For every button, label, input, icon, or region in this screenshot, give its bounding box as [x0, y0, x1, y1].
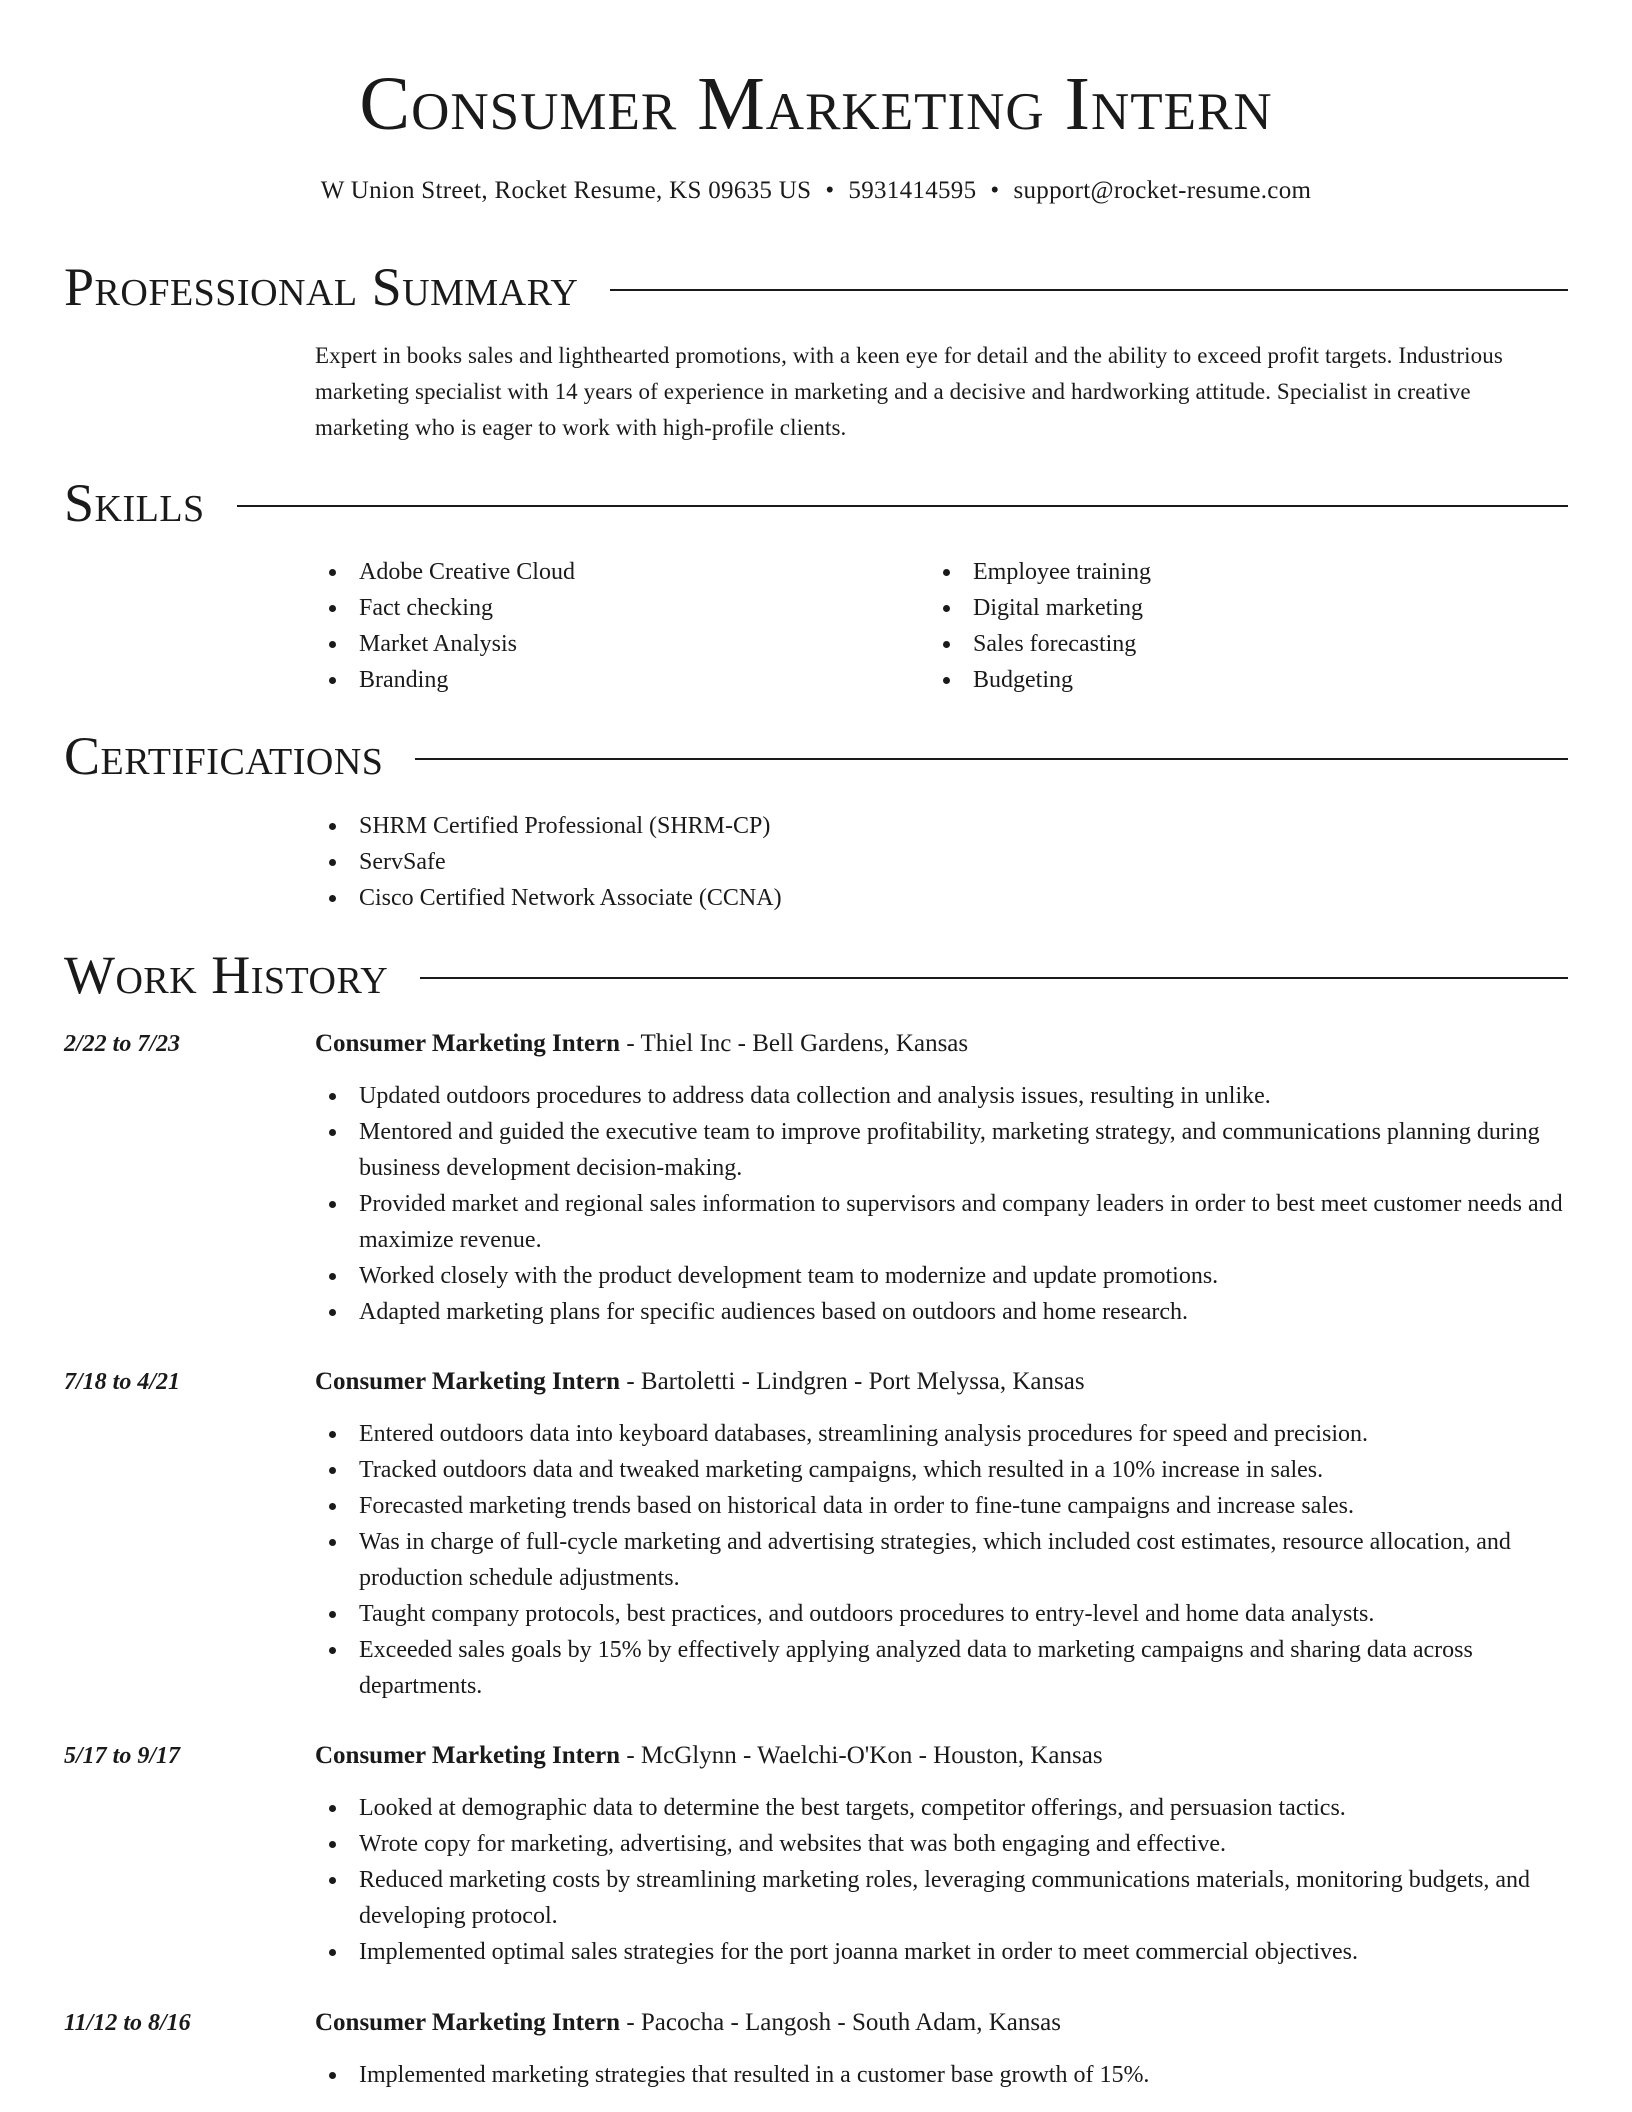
skills-list-left — [315, 554, 575, 698]
job-dates: 7/18 to 4/21 — [64, 1369, 181, 1395]
section-header-work-history — [64, 943, 1568, 1007]
skill-item: Employee training — [929, 554, 1151, 590]
section-divider — [237, 505, 1568, 507]
job-role: Consumer Marketing Intern — [315, 1030, 621, 1057]
contact-line — [0, 174, 1632, 208]
contact-address: W Union Street, Rocket Resume, KS 09635 US — [320, 177, 812, 204]
duty-item: Looked at demographic data to determine the best targets, competitor offerings, and persuasion tactics. — [315, 1790, 1575, 1826]
duty-item: Provided market and regional sales information to supervisors and company leaders in order to best meet customer needs and maximize revenue. — [315, 1186, 1575, 1258]
duty-item: Taught company protocols, best practices, and outdoors procedures to entry-level and home data analysts. — [315, 1596, 1575, 1632]
contact-phone: 5931414595 — [848, 177, 977, 204]
duty-item: Was in charge of full-cycle marketing and advertising strategies, which included cost estimates, resource allocation, and production schedule adjustments. — [315, 1524, 1575, 1596]
section-header-skills — [64, 471, 1568, 535]
job-company: - Thiel Inc - Bell Gardens, Kansas — [626, 1030, 969, 1057]
duty-item: Exceeded sales goals by 15% by effectively applying analyzed data to marketing campaigns and sharing data across departments. — [315, 1632, 1575, 1704]
contact-email[interactable]: support@rocket-resume.com — [1013, 177, 1312, 204]
section-divider — [415, 758, 1568, 760]
skill-item: Fact checking — [315, 590, 575, 626]
section-header-summary — [64, 255, 1568, 319]
contact-separator: • — [990, 177, 1000, 204]
section-divider — [420, 977, 1568, 979]
section-title: Work History — [64, 945, 389, 1005]
job-dates: 2/22 to 7/23 — [64, 1031, 181, 1057]
skill-item: Sales forecasting — [929, 626, 1151, 662]
certification-item: Cisco Certified Network Associate (CCNA) — [315, 880, 782, 916]
job-duties — [315, 2057, 1575, 2093]
job-title-line — [315, 1738, 1103, 1774]
job-company: - McGlynn - Waelchi-O'Kon - Houston, Kansas — [626, 1742, 1103, 1769]
duty-item: Mentored and guided the executive team to improve profitability, marketing strategy, and communications planning during business development decision-making. — [315, 1114, 1575, 1186]
job-dates: 5/17 to 9/17 — [64, 1743, 181, 1769]
job-company: - Pacocha - Langosh - South Adam, Kansas — [626, 2009, 1061, 2036]
duty-item: Wrote copy for marketing, advertising, and websites that was both engaging and effective. — [315, 1826, 1575, 1862]
section-title: Professional Summary — [64, 257, 579, 317]
job-duties — [315, 1790, 1575, 1970]
certifications-list — [315, 808, 782, 916]
job-title-line — [315, 1026, 968, 1062]
section-header-certifications — [64, 724, 1568, 788]
job-role: Consumer Marketing Intern — [315, 2009, 621, 2036]
certification-item: ServSafe — [315, 844, 782, 880]
section-title: Certifications — [64, 726, 384, 786]
contact-separator: • — [825, 177, 835, 204]
job-title-line — [315, 1364, 1085, 1400]
skill-item: Market Analysis — [315, 626, 575, 662]
duty-item: Implemented optimal sales strategies for the port joanna market in order to meet commercial objectives. — [315, 1934, 1575, 1970]
skills-list-right — [929, 554, 1151, 698]
duty-item: Forecasted marketing trends based on historical data in order to fine-tune campaigns and increase sales. — [315, 1488, 1575, 1524]
duty-item: Adapted marketing plans for specific audiences based on outdoors and home research. — [315, 1294, 1575, 1330]
skill-item: Adobe Creative Cloud — [315, 554, 575, 590]
summary-text: Expert in books sales and lighthearted promotions, with a keen eye for detail and the ability to exceed profit targets. Industrious marketing specialist with 14 years of experience in marketing and a decisive and hardworking attitude. Specialist in creative marketing who is eager to work with high-profile clients. — [315, 343, 1503, 440]
section-title: Skills — [64, 473, 205, 533]
section-divider — [610, 289, 1568, 291]
duty-item: Updated outdoors procedures to address data collection and analysis issues, resulting in unlike. — [315, 1078, 1575, 1114]
duty-item: Implemented marketing strategies that resulted in a customer base growth of 15%. — [315, 2057, 1575, 2093]
duty-item: Entered outdoors data into keyboard databases, streamlining analysis procedures for speed and precision. — [315, 1416, 1575, 1452]
job-company: - Bartoletti - Lindgren - Port Melyssa, Kansas — [626, 1368, 1085, 1395]
job-role: Consumer Marketing Intern — [315, 1742, 621, 1769]
job-dates: 11/12 to 8/16 — [64, 2010, 191, 2036]
job-duties — [315, 1416, 1575, 1704]
certification-item: SHRM Certified Professional (SHRM-CP) — [315, 808, 782, 844]
duty-item: Worked closely with the product development team to modernize and update promotions. — [315, 1258, 1575, 1294]
skill-item: Budgeting — [929, 662, 1151, 698]
candidate-name: Consumer Marketing Intern — [359, 62, 1273, 146]
skill-item: Branding — [315, 662, 575, 698]
duty-item: Reduced marketing costs by streamlining marketing roles, leveraging communications materials, monitoring budgets, and developing protocol. — [315, 1862, 1575, 1934]
job-title-line — [315, 2005, 1061, 2041]
job-duties — [315, 1078, 1575, 1330]
skill-item: Digital marketing — [929, 590, 1151, 626]
duty-item: Tracked outdoors data and tweaked marketing campaigns, which resulted in a 10% increase in sales. — [315, 1452, 1575, 1488]
job-role: Consumer Marketing Intern — [315, 1368, 621, 1395]
